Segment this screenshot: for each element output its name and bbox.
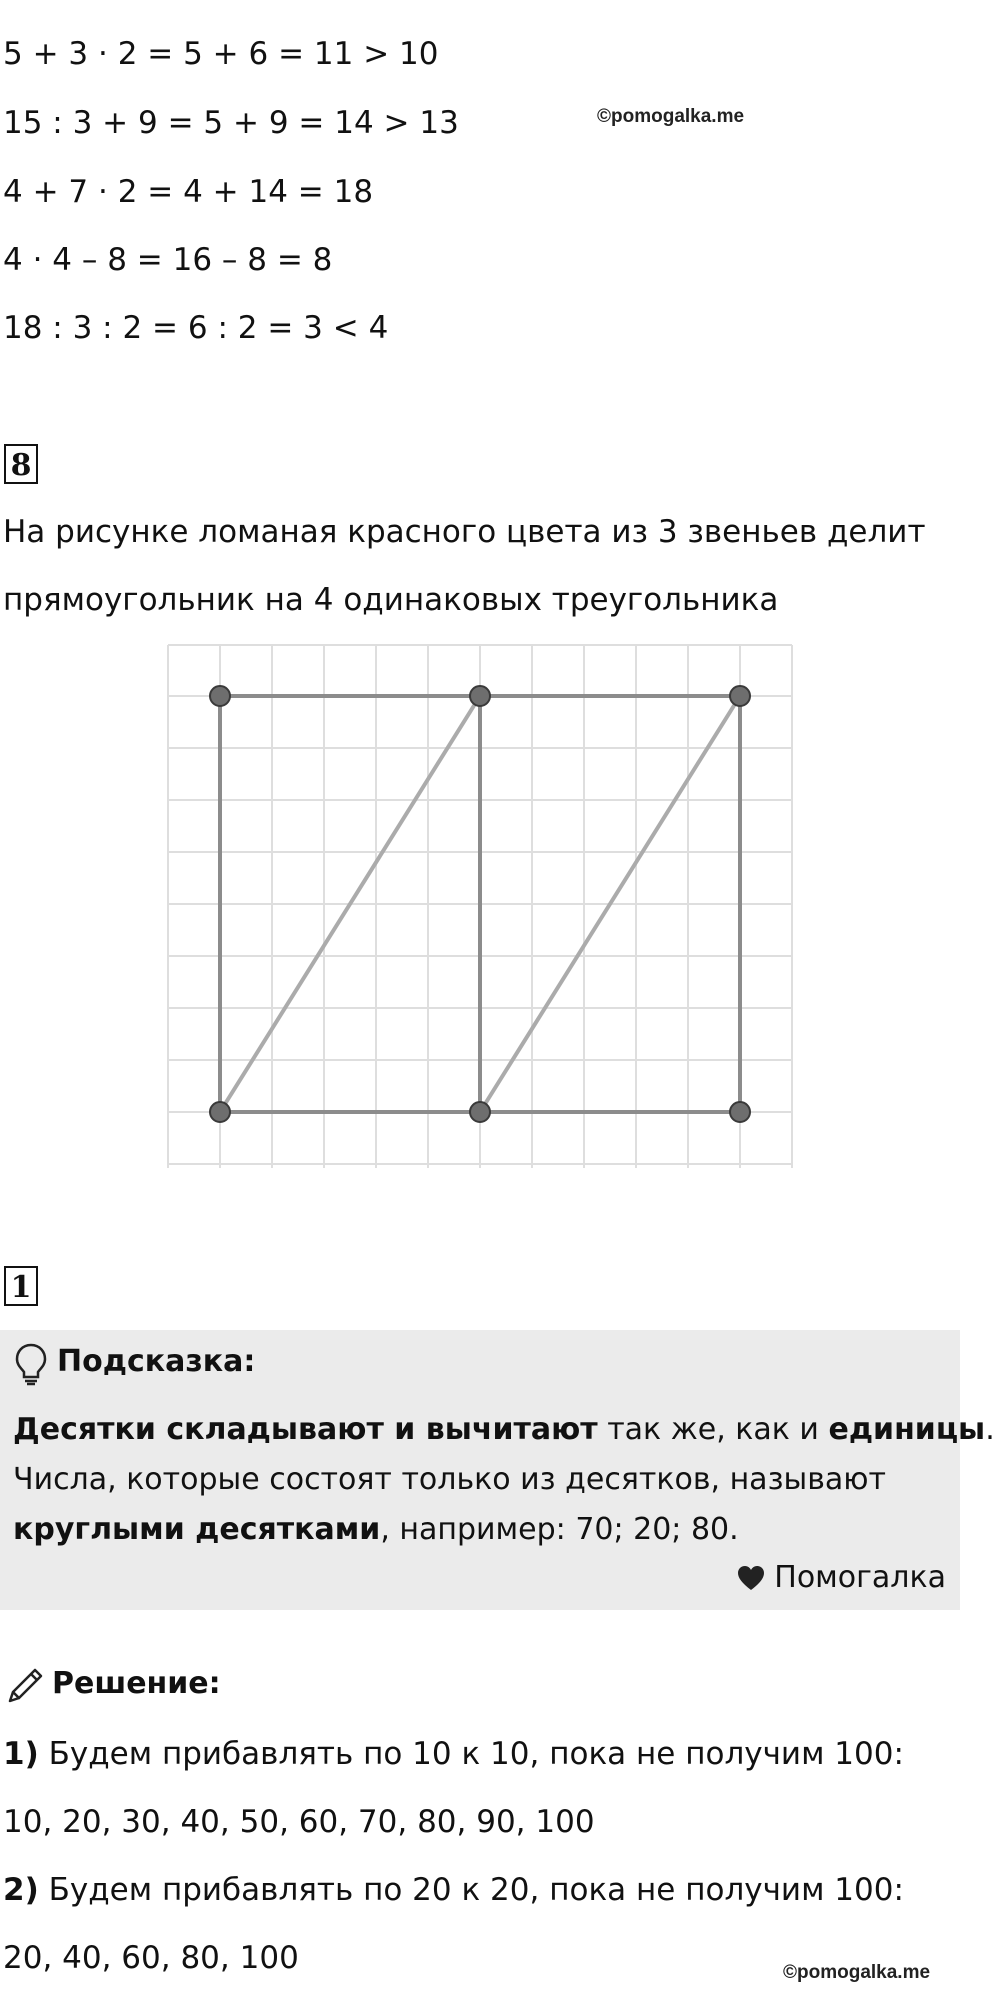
hint-bold-text: единицы — [828, 1412, 986, 1447]
pencil-icon — [5, 1662, 49, 1706]
vertex-point — [470, 1102, 490, 1122]
equation-3: 4 + 7 · 2 = 4 + 14 = 18 — [3, 174, 374, 210]
task-number-1: 1 — [4, 1266, 38, 1306]
hint-text: . — [985, 1412, 995, 1447]
vertex-point — [730, 1102, 750, 1122]
hint-signature — [736, 1558, 946, 1598]
vertex-point — [210, 686, 230, 706]
vertex-point — [470, 686, 490, 706]
equation-2: 15 : 3 + 9 = 5 + 9 = 14 > 13 — [3, 105, 459, 141]
hint-title: Подсказка: — [57, 1344, 256, 1379]
step-text: Будем прибавлять по 10 к 10, пока не получим 100: — [38, 1736, 904, 1772]
solution-step-2 — [3, 1870, 904, 1910]
signature-text: Помогалка — [774, 1560, 946, 1595]
task-number-8: 8 — [4, 444, 38, 484]
hint-line-3 — [13, 1510, 739, 1550]
vertex-point — [210, 1102, 230, 1122]
solution-step-1 — [3, 1734, 904, 1774]
equation-4: 4 · 4 – 8 = 16 – 8 = 8 — [3, 242, 333, 278]
hint-line-1 — [13, 1410, 995, 1450]
grid-figure — [0, 640, 960, 1180]
hint-line-2: Числа, которые состоят только из десятков, называют — [13, 1462, 887, 1497]
task8-text-line2: прямоугольник на 4 одинаковых треугольника — [3, 582, 779, 618]
step-label: 2) — [3, 1872, 39, 1908]
watermark-top: ©pomogalka.me — [597, 106, 745, 127]
solution-step-2-result: 20, 40, 60, 80, 100 — [3, 1940, 299, 1976]
task8-text-line1: На рисунке ломаная красного цвета из 3 звеньев делит — [3, 514, 926, 550]
lightbulb-icon — [14, 1342, 48, 1386]
equation-5: 18 : 3 : 2 = 6 : 2 = 3 < 4 — [3, 310, 389, 346]
step-text: Будем прибавлять по 20 к 20, пока не получим 100: — [38, 1872, 904, 1908]
hint-box — [0, 1330, 995, 1610]
hint-text: , например: 70; 20; 80. — [380, 1512, 739, 1547]
vertex-point — [730, 686, 750, 706]
equation-1: 5 + 3 · 2 = 5 + 6 = 11 > 10 — [3, 36, 439, 72]
watermark-bottom: ©pomogalka.me — [783, 1962, 931, 1983]
hint-bold-text: Десятки складывают и вычитают — [13, 1412, 598, 1447]
solution-step-1-result: 10, 20, 30, 40, 50, 60, 70, 80, 90, 100 — [3, 1804, 595, 1840]
step-label: 1) — [3, 1736, 39, 1772]
hint-text: так же, как и — [597, 1412, 829, 1447]
hint-bold-text: круглыми десятками — [13, 1512, 381, 1547]
solution-title: Решение: — [52, 1666, 221, 1701]
heart-icon — [736, 1564, 766, 1592]
